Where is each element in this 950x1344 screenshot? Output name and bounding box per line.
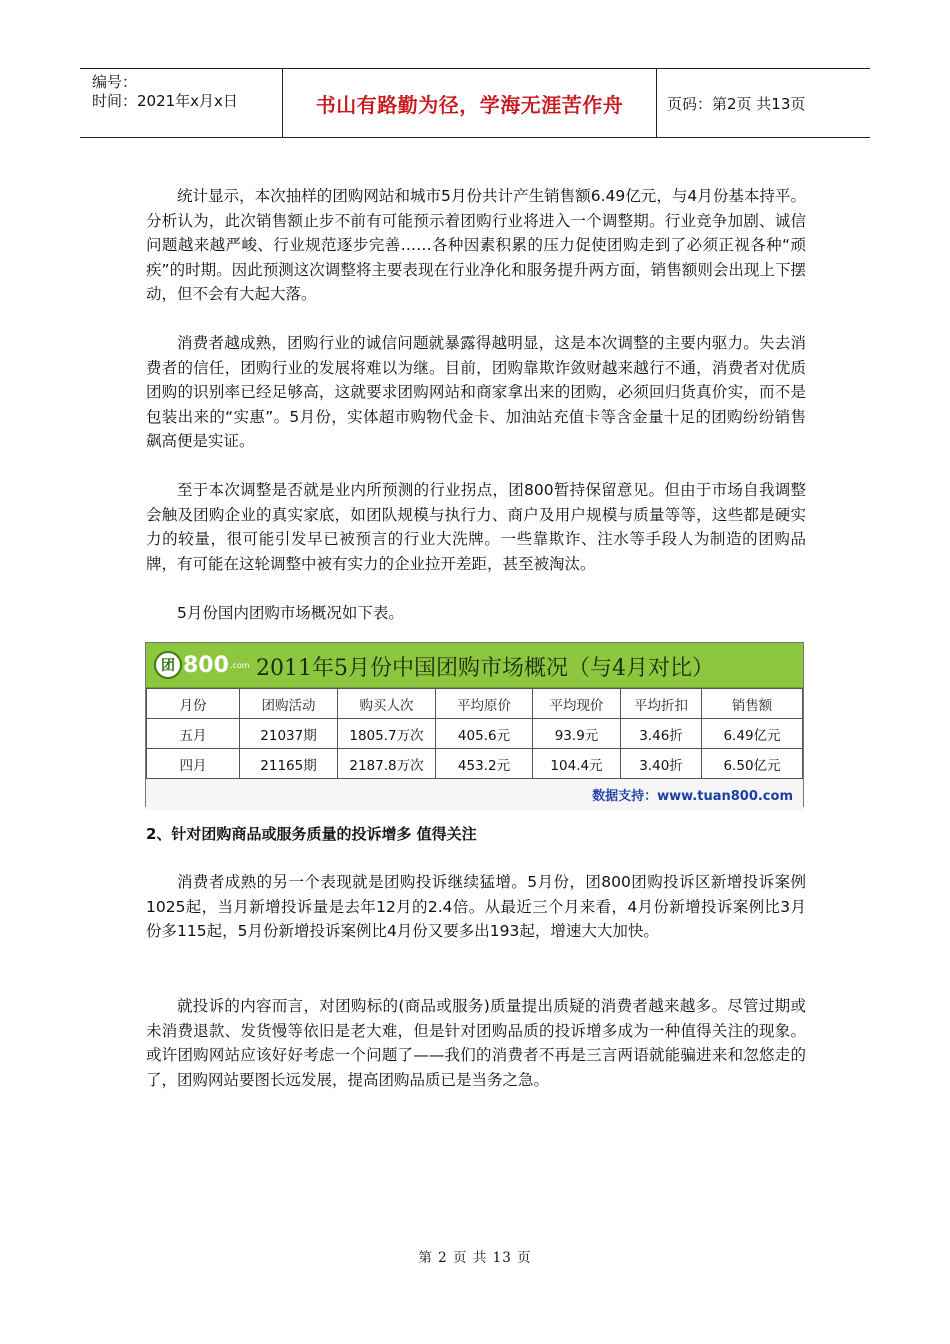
- column-header: 团购活动: [240, 689, 338, 719]
- table-cell: 6.50亿元: [702, 749, 803, 779]
- logo-suffix: .com: [229, 661, 250, 670]
- tuan800-logo: [154, 651, 250, 679]
- table-cell: 3.46折: [621, 719, 702, 749]
- table-cell: 453.2元: [436, 749, 533, 779]
- table-source: [146, 779, 803, 810]
- table-header-row: [147, 689, 803, 719]
- paragraph-table-intro: 5月份国内团购市场概况如下表。: [177, 604, 404, 622]
- page-footer: 第 2 页 共 13 页: [418, 1250, 532, 1266]
- table-cell: 2187.8万次: [338, 749, 436, 779]
- column-header: 销售额: [702, 689, 803, 719]
- table-cell: 405.6元: [436, 719, 533, 749]
- market-data-grid: [146, 688, 803, 779]
- table-cell: 五月: [147, 719, 240, 749]
- paragraph-complaint-content: 就投诉的内容而言，对团购标的(商品或服务)质量提出质疑的消费者越来越多。尽管过期或未消费退款、发货慢等依旧是老大难，但是针对团购品质的投诉增多成为一种值得关注的现象。或许团购网站应该好好考虑一个问题了——我们的消费者不再是三言两语就能骗进来和忽悠走的了，团购网站要图长远发展，提高团购品质已是当务之急。: [146, 997, 806, 1089]
- table-title: 2011年5月份中国团购市场概况（与4月对比）: [256, 656, 714, 681]
- table-row: [147, 719, 803, 749]
- document-number-label: 编号：: [92, 73, 138, 91]
- header-info: [80, 69, 282, 137]
- table-cell: 四月: [147, 749, 240, 779]
- column-header: 月份: [147, 689, 240, 719]
- source-text: 数据支持：www.tuan800.com: [592, 789, 793, 804]
- section-heading: 2、针对团购商品或服务质量的投诉增多 值得关注: [146, 825, 477, 843]
- table-cell: 21165期: [240, 749, 338, 779]
- header-page-info: 页码：第2页 共13页: [667, 94, 806, 113]
- table-banner: [146, 643, 803, 688]
- column-header: 平均现价: [533, 689, 621, 719]
- paragraph-industry-adjustment: 至于本次调整是否就是业内所预测的行业拐点，团800暂持保留意见。但由于市场自我调整会触及团购企业的真实家底，如团队规模与执行力、商户及用户规模与质量等等，这些都是硬实力的较量，很可能引发早已被预言的行业大洗牌。一些靠欺诈、注水等手段人为制造的团购品牌，有可能在这轮调整中被有实力的企业拉开差距，甚至被淘汰。: [146, 481, 806, 573]
- table-cell: 1805.7万次: [338, 719, 436, 749]
- column-header: 平均折扣: [621, 689, 702, 719]
- table-cell: 3.40折: [621, 749, 702, 779]
- paragraph-sales-stats: 统计显示，本次抽样的团购网站和城市5月份共计产生销售额6.49亿元，与4月份基本持平。分析认为，此次销售额止步不前有可能预示着团购行业将进入一个调整期。行业竞争加剧、诚信问题越来越严峻、行业规范逐步完善……各种因素积累的压力促使团购走到了必须正视各种“顽疾”的时期。因此预测这次调整将主要表现在行业净化和服务提升两方面，销售额则会出现上下摆动，但不会有大起大落。: [146, 187, 806, 303]
- logo-mark: 团: [154, 651, 182, 679]
- market-overview-table: [145, 642, 804, 807]
- table-cell: 93.9元: [533, 719, 621, 749]
- paragraph-consumer-maturity: 消费者越成熟，团购行业的诚信问题就暴露得越明显，这是本次调整的主要内驱力。失去消费者的信任，团购行业的发展将难以为继。目前，团购靠欺诈敛财越来越行不通，消费者对优质团购的识别率已经足够高，这就要求团购网站和商家拿出来的团购，必须回归货真价实，而不是包装出来的“实惠”。5月份，实体超市购物代金卡、加油站充值卡等含金量十足的团购纷纷销售飙高便是实证。: [146, 334, 806, 450]
- page-header: [80, 68, 870, 138]
- table-cell: 21037期: [240, 719, 338, 749]
- column-header: 购买人次: [338, 689, 436, 719]
- table-row: [147, 749, 803, 779]
- column-header: 平均原价: [436, 689, 533, 719]
- paragraph-complaints-growth: 消费者成熟的另一个表现就是团购投诉继续猛增。5月份，团800团购投诉区新增投诉案例1025起，当月新增投诉量是去年12月的2.4倍。从最近三个月来看，4月份新增投诉案例比3月份多115起，5月份新增投诉案例比4月份又要多出193起，增速大大加快。: [146, 873, 806, 940]
- table-cell: 6.49亿元: [702, 719, 803, 749]
- logo-text: 800: [183, 652, 229, 678]
- table-cell: 104.4元: [533, 749, 621, 779]
- header-motto: 书山有路勤为径，学海无涯苦作舟: [282, 69, 657, 137]
- document-time: 时间：2021年x月x日: [92, 92, 238, 110]
